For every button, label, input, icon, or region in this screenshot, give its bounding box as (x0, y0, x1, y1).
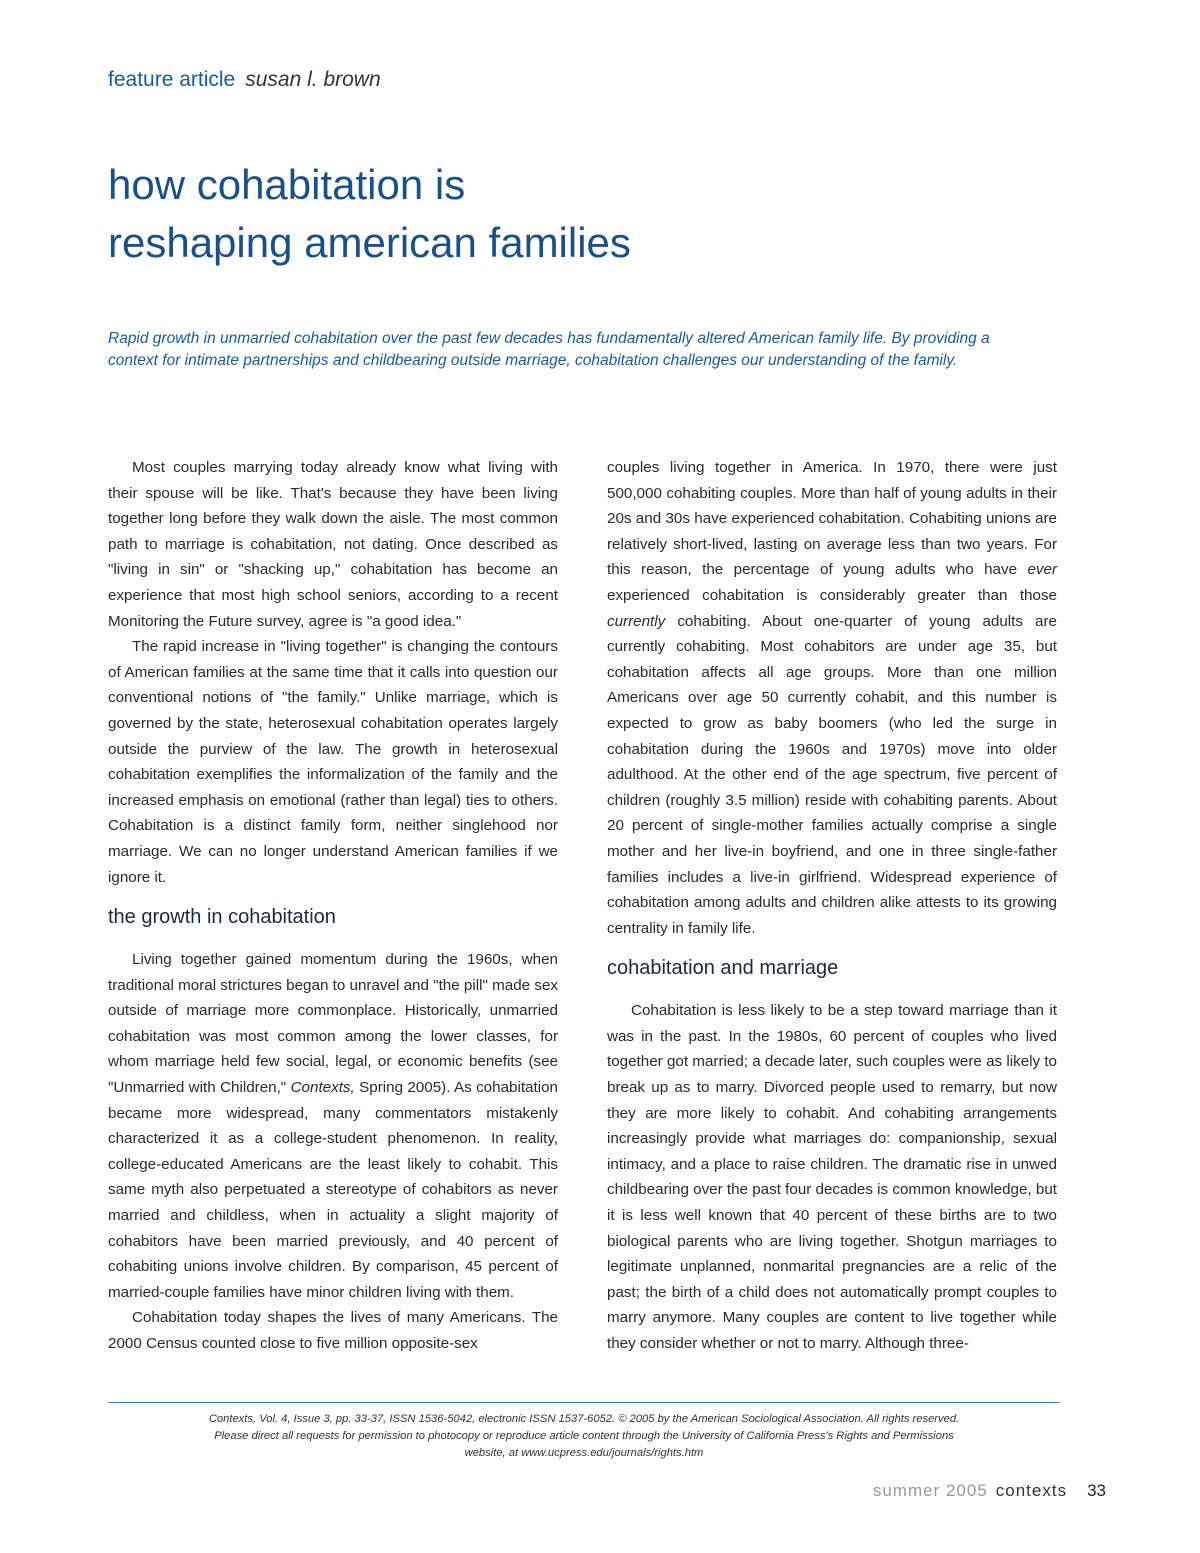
author-name: susan l. brown (245, 68, 381, 91)
paragraph-text: Living together gained momentum during the 1960s, when traditional moral strictures began to unravel and "the pill" made sex outside of marriage more commonplace. Historically, unmarried cohabitation was most common among the lower classes, for whom marriage held few social, legal, or economic benefits (see "Unmarried with Children," (108, 951, 558, 1097)
body-column-left (108, 455, 558, 1357)
article-deck: Rapid growth in unmarried cohabitation over the past few decades has fundamentally altered American family life. By providing a context for intimate partnerships and childbearing outside marriage, cohabitation challenges our understanding of the family. (108, 330, 990, 369)
emphasis-text: ever (1027, 561, 1057, 579)
citation-line: Contexts, Vol. 4, Issue 3, pp. 33-37, ISSN 1536-5042, electronic ISSN 1537-6052. © 2005 by the American Sociological Association. All rights reserved. (208, 1413, 960, 1425)
citation-footnote (108, 1411, 1060, 1462)
publication-name: Contexts, (290, 1079, 355, 1097)
title-line-2: reshaping american families (108, 219, 631, 266)
section-label: feature article (108, 68, 236, 91)
body-column-right (607, 455, 1057, 1357)
body-paragraph: The rapid increase in "living together" is changing the contours of American families at the same time that it calls into question our conventional notions of "the family." Unlike marriage, which is governed by the state, heterosexual cohabitation operates largely outside the purview of the law. The growth in heterosexual cohabitation exemplifies the informalization of the family and the increased emphasis on emotional (rather than legal) ties to others. Cohabitation is a distinct family form, neither singlehood nor marriage. We can no longer understand American families if we ignore it. (108, 638, 558, 886)
footer-divider (108, 1402, 1060, 1403)
title-line-1: how cohabitation is (108, 161, 466, 208)
body-paragraph: Cohabitation is less likely to be a step toward marriage than it was in the past. In the 1980s, 60 percent of couples who lived together got married; a decade later, such couples were as likely to break up as to marry. Divorced people used to remarry, but now they are more likely to cohabit. And cohabiting arrangements increasingly provide what marriages do: companionship, sexual intimacy, and a place to raise children. The dramatic rise in unwed childbearing over the past four decades is common knowledge, but it is less well known that 40 percent of these births are to two biological parents who are living together. Shotgun marriages to legitimate unplanned, nonmarital pregnancies are a relic of the past; the birth of a child does not automatically prompt couples to marry anymore. Many couples are content to live together while they consider whether or not to marry. Although three- (607, 1002, 1057, 1352)
paragraph-text: Spring 2005). As cohabitation became more widespread, many commentators mistakenly characterized it as a college-student phenomenon. In reality, college-educated Americans are the least likely to cohabit. This same myth also perpetuated a stereotype of cohabitors as never married and childless, when in actuality a slight majority of cohabitors have been married previously, and 40 percent of cohabiting unions involve children. By comparison, 45 percent of married-couple families have minor children living with them. (108, 1079, 558, 1301)
section-heading: the growth in cohabitation (108, 906, 336, 929)
body-paragraph (607, 455, 1057, 941)
body-paragraph: Most couples marrying today already know what living with their spouse will be like. That's because they have been living together long before they walk down the aisle. The most common path to marriage is cohabitation, not dating. Once described as "living in sin" or "shacking up," cohabitation has become an experience that most high school seniors, according to a recent Monitoring the Future survey, agree is "a good idea." (108, 459, 558, 630)
emphasis-text: currently (607, 612, 666, 630)
paragraph-text: couples living together in America. In 1970, there were just 500,000 cohabiting couples. More than half of young adults in their 20s and 30s have experienced cohabitation. Cohabiting unions are relatively short-lived, lasting on average less than two years. For this reason, the percentage of young adults who have (607, 459, 1057, 579)
issue-season: summer 2005 (872, 1481, 988, 1500)
section-heading: cohabitation and marriage (607, 957, 839, 980)
page-number: 33 (1087, 1481, 1106, 1500)
paragraph-text: experienced cohabitation is considerably greater than those (607, 586, 1057, 604)
permissions-url-line: website, at www.ucpress.edu/journals/rights.htm (464, 1447, 704, 1459)
article-title (108, 156, 1008, 272)
magazine-name: contexts (995, 1481, 1068, 1500)
body-paragraph (108, 947, 558, 1305)
permissions-line: Please direct all requests for permission to photocopy or reproduce article content through the University of California Press's Rights and Permissions (214, 1430, 954, 1442)
body-paragraph: Cohabitation today shapes the lives of many Americans. The 2000 Census counted close to five million opposite-sex (108, 1309, 558, 1352)
article-kicker (108, 68, 381, 92)
page-folio (700, 1481, 1106, 1501)
paragraph-text: cohabiting. About one-quarter of young adults are currently cohabiting. Most cohabitors are under age 35, but cohabitation affects all age groups. More than one million Americans over age 50 currently cohabit, and this number is expected to grow as baby boomers (who led the surge in cohabitation during the 1960s and 1970s) move into older adulthood. At the other end of the age spectrum, five percent of children (roughly 3.5 million) reside with cohabiting parents. About 20 percent of single-mother families actually comprise a single mother and her live-in boyfriend, and one in three single-father families includes a live-in girlfriend. Widespread experience of cohabitation among adults and children alike attests to its growing centrality in family life. (607, 612, 1057, 937)
